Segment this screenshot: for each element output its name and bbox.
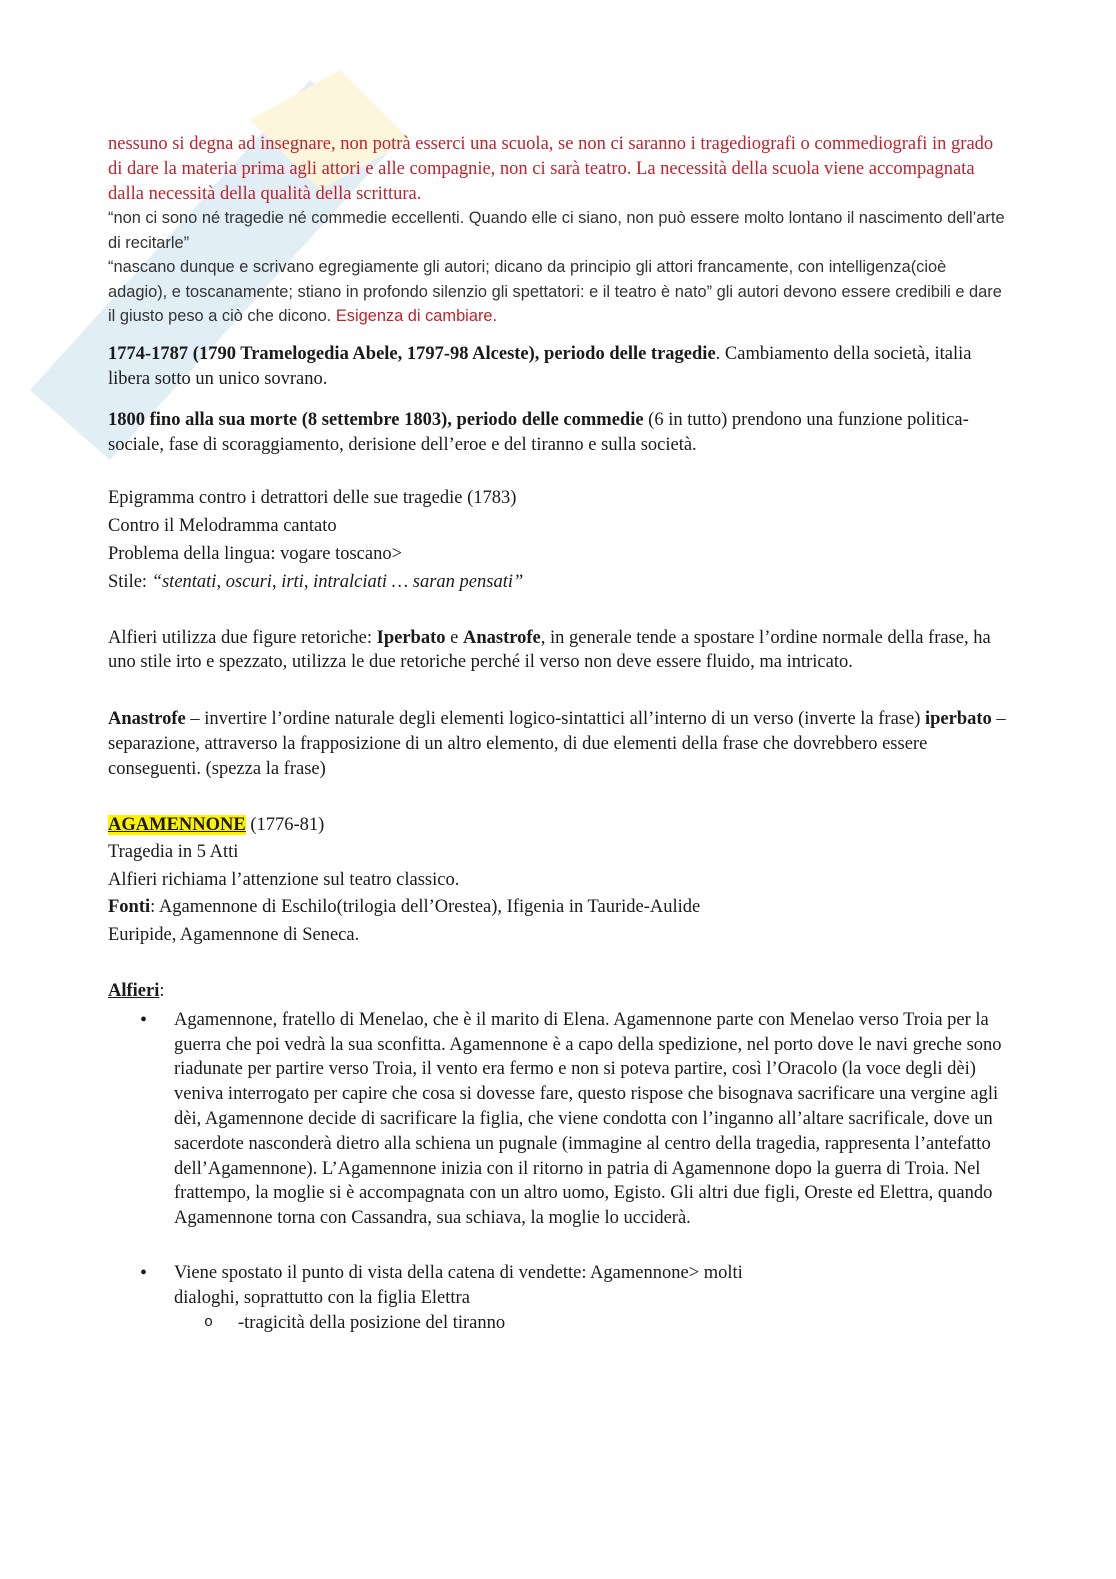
agamennone-title: AGAMENNONE	[108, 814, 246, 835]
quote-paragraph-2	[108, 255, 1008, 328]
agamennone-line-atti: Tragedia in 5 Atti	[108, 842, 239, 863]
def-iperbato-term: iperbato	[924, 709, 992, 730]
rhetoric-and: e	[445, 627, 463, 648]
period-tragedies	[108, 342, 1008, 392]
alfieri-heading	[108, 979, 1008, 1004]
quote-paragraph-1: “non ci sono né tragedie né commedie eccellenti. Quando elle ci siano, non può essere molto lontano il nascimento dell’arte di recitarle”	[108, 209, 1005, 252]
period-comedies-text: (6 in tutto) prendono una funzione politica-sociale, fase di scoraggiamento, derisione dell’eroe e del tiranno e sulla società.	[108, 410, 969, 455]
bullet2-line2: dialoghi, soprattutto con la figlia Elettra	[174, 1287, 470, 1308]
agamennone-heading	[108, 812, 1008, 840]
def-anastrofe-text: – invertire l’ordine naturale degli elementi logico-sintattici all’interno di un verso (inverte la frase)	[185, 709, 925, 730]
period-comedies-title: 1800 fino alla sua morte (8 settembre 1803), periodo delle commedie	[108, 410, 644, 431]
fonti-label: Fonti	[108, 897, 151, 918]
period-tragedies-title: 1774-1787 (1790 Tramelogedia Abele, 1797-98 Alceste), periodo delle tragedie	[108, 344, 716, 365]
stile-label: Stile:	[108, 571, 152, 592]
rhetoric-anastrofe: Anastrofe	[462, 627, 541, 648]
change-need-text: Esigenza di cambiare.	[335, 307, 498, 326]
stile-quote: “stentati, oscuri, irti, intralciati … saran pensati”	[151, 571, 524, 592]
works-line-melodramma: Contro il Melodramma cantato	[108, 515, 337, 536]
period-tragedies-text: . Cambiamento della società, italia libera sotto un unico sovrano.	[108, 344, 972, 390]
def-iperbato-text: – separazione, attraverso la frapposizione di un altro elemento, di due elementi della frase che dovrebbero essere conseguenti. (spezza la frase)	[108, 709, 1006, 779]
works-line-lingua: Problema della lingua: vogare toscano>	[108, 543, 403, 564]
agamennone-fonti-cont: Euripide, Agamennone di Seneca.	[108, 924, 360, 945]
alfieri-list-2	[108, 1261, 1008, 1311]
list-item: • Agamennone, fratello di Menelao, che è il marito di Elena. Agamennone parte con Menelao verso Troia per la guerra che poi vedrà la sua sconfitta. Agamennone è a capo della spedizione, nel porto dove le navi greche sono riadunate per partire verso Troia, il vento era fermo e non si poteva partire, così l’Oracolo (la voce degli dèi) veniva interrogato per capire che cosa si dovesse fare, questo rispose che bisognava sacrificare una vergine agli dèi, Agamennone decide di sacrificare la figlia, che viene condotta con l’inganno all’altare sacrificale, dove un sacerdote nasconderà dietro alla schiena un pugnale (immagine al centro della tragedia, rappresenta l’antefatto dell’Agamennone). L’Agamennone inizia con il ritorno in patria di Agamennone dopo la guerra di Troia. Nel frattempo, la moglie si è accompagnata con un altro uomo, Egisto. Gli altri due figli, Oreste ed Elettra, quando Agamennone torna con Cassandra, sua schiava, la moglie lo ucciderà.	[108, 1008, 1008, 1231]
fonti-text: : Agamennone di Eschilo(trilogia dell’Orestea), Ifigenia in Tauride-Aulide	[150, 897, 701, 918]
rhetoric-paragraph	[108, 626, 1008, 676]
def-anastrofe-term: Anastrofe	[108, 709, 186, 730]
rhetoric-iperbato: Iperbato	[376, 627, 446, 648]
sub-item-text: -tragicità della posizione del tiranno	[238, 1312, 506, 1333]
alfieri-colon: :	[159, 981, 165, 1002]
bullet2-line1: Viene spostato il punto di vista della catena di vendette: Agamennone> molti	[174, 1263, 743, 1284]
alfieri-list	[108, 1008, 1008, 1231]
works-line-stile	[108, 568, 1008, 596]
document-page	[108, 132, 1008, 1335]
agamennone-years: (1776-81)	[245, 814, 325, 835]
definitions-paragraph	[108, 707, 1008, 781]
period-comedies	[108, 408, 1008, 458]
agamennone-line-teatro: Alfieri richiama l’attenzione sul teatro classico.	[108, 869, 460, 890]
intro-red-paragraph: nessuno si degna ad insegnare, non potrà esserci una scuola, se non ci saranno i tragediografi o commediografi in grado di dare la materia prima agli attori e alle compagnie, non ci sarà teatro. La necessità della scuola viene accompagnata dalla necessità della qualità della scrittura.	[108, 134, 994, 204]
quote-2-text: “nascano dunque e scrivano egregiamente gli autori; dicano da principio gli attori francamente, con intelligenza(cioè adagio), e toscanamente; stiano in profondo silenzio gli spettatori: e il teatro è nato” gli autori devono essere credibili e dare il giusto peso a ciò che dicono.	[108, 258, 1002, 326]
rhetoric-intro: Alfieri utilizza due figure retoriche:	[108, 627, 377, 648]
agamennone-fonti	[108, 894, 1008, 922]
sub-list-item	[108, 1311, 1008, 1336]
works-line-epigramma: Epigramma contro i detrattori delle sue tragedie (1783)	[108, 487, 517, 508]
rhetoric-rest: , in generale tende a spostare l’ordine normale della frase, ha uno stile irto e spezzato, utilizza le due retoriche perché il verso non deve essere fluido, ma intricato.	[108, 627, 991, 673]
alfieri-title: Alfieri	[108, 981, 160, 1002]
list-item	[108, 1261, 1008, 1311]
sub-bullet-marker: o	[204, 1313, 214, 1331]
